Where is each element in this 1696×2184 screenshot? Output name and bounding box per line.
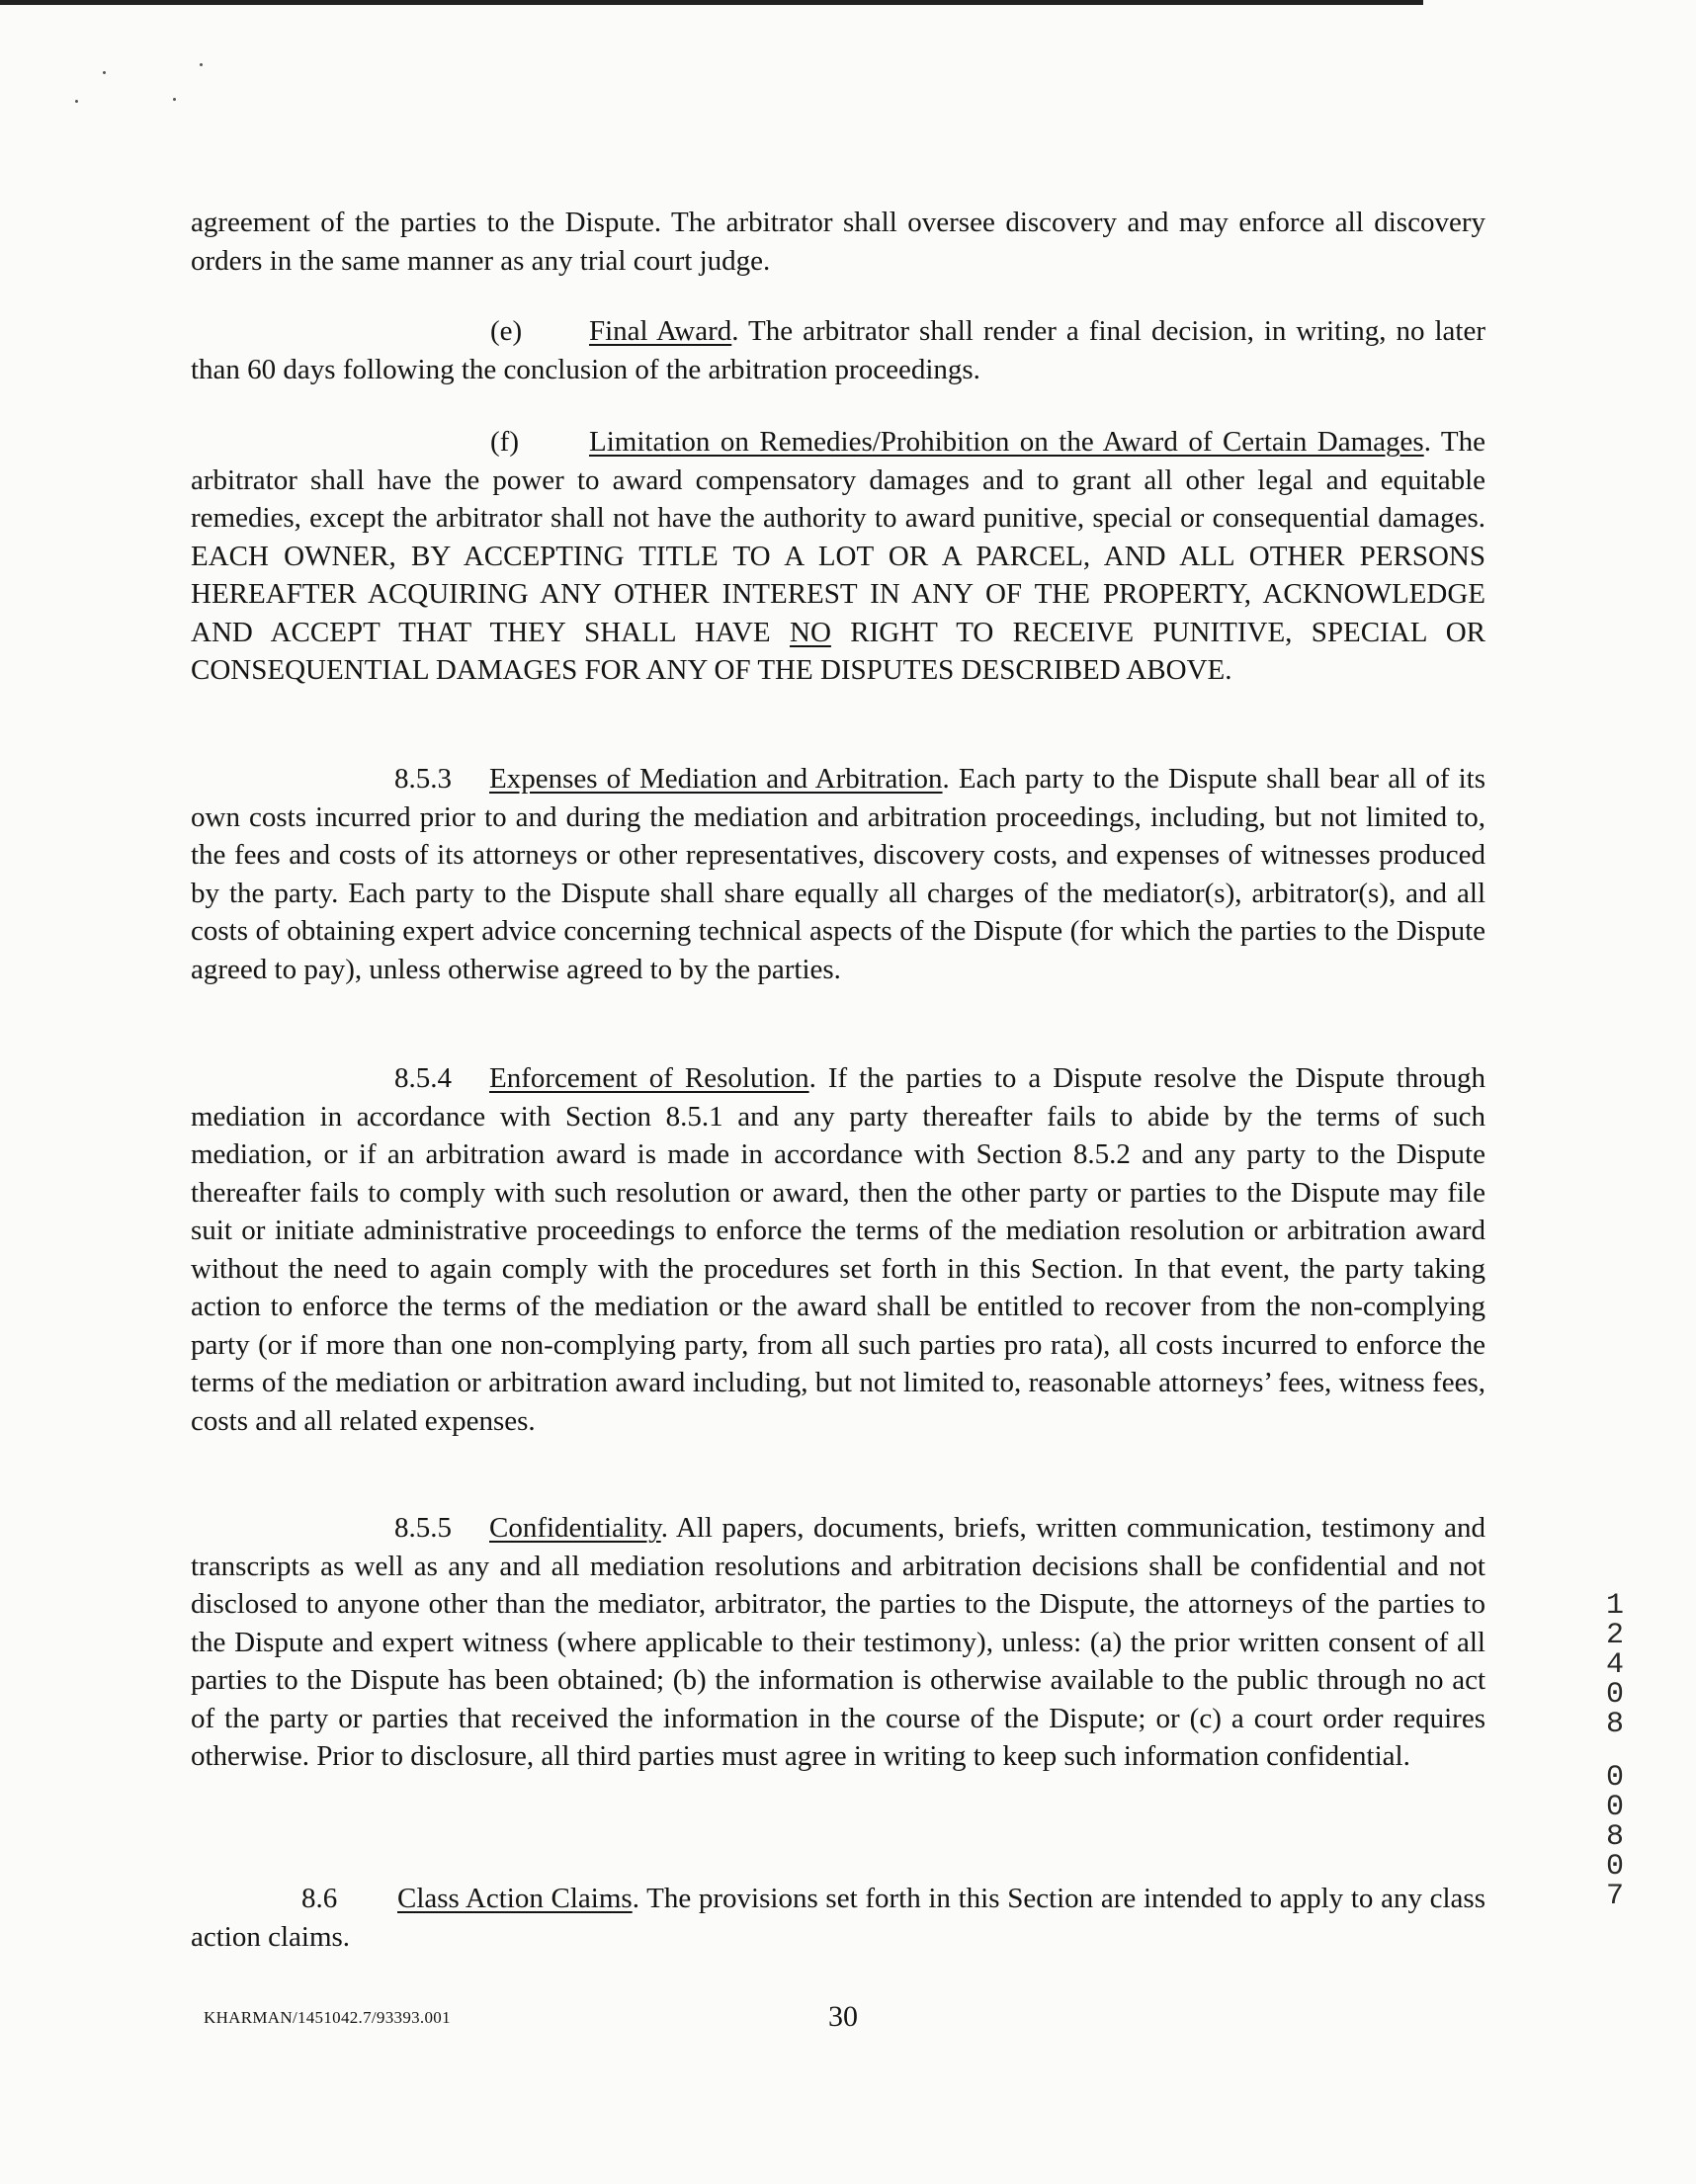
- section-body: . The arbitrator shall render a final decision, in writing, no later than 60 days following the conclusion of the arbitration proceedings.: [191, 315, 1485, 385]
- paragraph-continuation: [191, 204, 1485, 280]
- section-body: . Each party to the Dispute shall bear all of its own costs incurred prior to and during the mediation and arbitration proceedings, including, but not limited to, the fees and costs of its attorneys or other representatives, discovery costs, and expenses of witnesses produced by the party. Each party to the Dispute shall share equally all charges of the mediator(s), arbitrator(s), and all costs of obtaining expert advice concerning technical aspects of the Dispute (for which the parties to the Dispute agreed to pay), unless otherwise agreed to by the parties.: [191, 763, 1486, 985]
- section-heading: Confidentiality: [489, 1512, 661, 1544]
- section-8-5-4: [191, 1059, 1485, 1440]
- stamp-digit: 0: [1606, 1678, 1625, 1712]
- section-label: (e): [490, 315, 523, 347]
- section-8-6: [191, 1880, 1485, 1956]
- section-final-award: [191, 312, 1485, 388]
- section-label: 8.5.3: [394, 763, 452, 795]
- stamp-digit: 0: [1606, 1761, 1625, 1795]
- scan-speck: [200, 63, 203, 66]
- section-label: 8.6: [301, 1883, 338, 1914]
- section-label: 8.5.4: [394, 1062, 452, 1094]
- scan-speck: [103, 71, 106, 74]
- footer-document-id: KHARMAN/1451042.7/93393.001: [204, 2008, 451, 2027]
- section-body: . If the parties to a Dispute resolve the Dispute through mediation in accordance with Section 8.5.1 and any party thereafter fails to abide by the terms of such mediation, or if an arbitration award is made in accordance with Section 8.5.2 and any party to the Dispute thereafter fails to comply with such resolution or award, then the other party or parties to the Dispute may file suit or initiate administrative proceedings to enforce the terms of the mediation resolution or arbitration award without the need to again comply with the procedures set forth in this Section. In that event, the party taking action to enforce the terms of the mediation or the award shall be entitled to recover from the non-complying party (or if more than one non-complying party, from all such parties pro rata), all costs incurred to enforce the terms of the mediation or arbitration award including, but not limited to, reasonable attorneys’ fees, witness fees, costs and all related expenses.: [191, 1062, 1485, 1437]
- section-label: 8.5.5: [394, 1512, 452, 1544]
- stamp-digit: 8: [1606, 1708, 1625, 1741]
- section-body: . The provisions set forth in this Section are intended to apply to any class action claims.: [191, 1883, 1486, 1953]
- side-recording-stamp: [1606, 1591, 1624, 1911]
- section-limitation-on-remedies: [191, 423, 1485, 690]
- section-heading: Final Award: [589, 315, 732, 347]
- section-label: (f): [490, 426, 519, 458]
- section-heading: Expenses of Mediation and Arbitration: [489, 763, 943, 795]
- section-8-5-5: [191, 1509, 1485, 1776]
- stamp-digit: 0: [1606, 1850, 1625, 1884]
- section-body: . All papers, documents, briefs, written communication, testimony and transcripts as well as any and all mediation resolutions and arbitration decisions shall be confidential and not disclosed to anyone other than the mediator, arbitrator, the parties to the Dispute, the attorneys of the parties to the Dispute and expert witness (where applicable to their testimony), unless: (a) the prior written consent of all parties to the Dispute has been obtained; (b) the information is otherwise available to the public through no act of the party or parties that received the information in the course of the Dispute; or (c) a court order requires otherwise. Prior to disclosure, all third parties must agree in writing to keep such information confidential.: [191, 1512, 1485, 1772]
- scan-speck: [75, 100, 78, 103]
- paragraph-text: agreement of the parties to the Dispute. The arbitrator shall oversee discovery and may enforce all discovery orders in the same manner as any trial court judge.: [191, 207, 1485, 277]
- stamp-digit: 4: [1606, 1648, 1625, 1682]
- section-heading: Class Action Claims: [397, 1883, 633, 1914]
- stamp-digit: 1: [1606, 1589, 1625, 1623]
- scan-speck: [173, 98, 176, 101]
- page-number: 30: [828, 2000, 858, 2033]
- section-8-5-3: [191, 760, 1485, 988]
- section-body-end: RIGHT TO RECEIVE PUNITIVE, SPECIAL OR CONSEQUENTIAL DAMAGES FOR ANY OF THE DISPUTES DESCRIBED ABOVE.: [191, 616, 1485, 686]
- stamp-digit: 8: [1606, 1820, 1625, 1854]
- stamp-digit: 2: [1606, 1619, 1625, 1652]
- stamp-digit: 7: [1606, 1880, 1625, 1913]
- section-body: . The arbitrator shall have the power to award compensatory damages and to grant all other legal and equitable remedies, except the arbitrator shall not have the authority to award punitive, special or consequential damages. EACH OWNER, BY ACCEPTING TITLE TO A LOT OR A PARCEL, AND ALL OTHER PERSONS HEREAFTER ACQUIRING ANY OTHER INTEREST IN ANY OF THE PROPERTY, ACKNOWLEDGE AND ACCEPT THAT THEY SHALL HAVE: [191, 426, 1485, 648]
- emphasis-no: NO: [790, 616, 831, 648]
- section-heading: Limitation on Remedies/Prohibition on the Award of Certain Damages: [589, 426, 1424, 458]
- stamp-digit: 0: [1606, 1791, 1625, 1824]
- scan-top-border: [0, 0, 1423, 5]
- section-heading: Enforcement of Resolution: [489, 1062, 809, 1094]
